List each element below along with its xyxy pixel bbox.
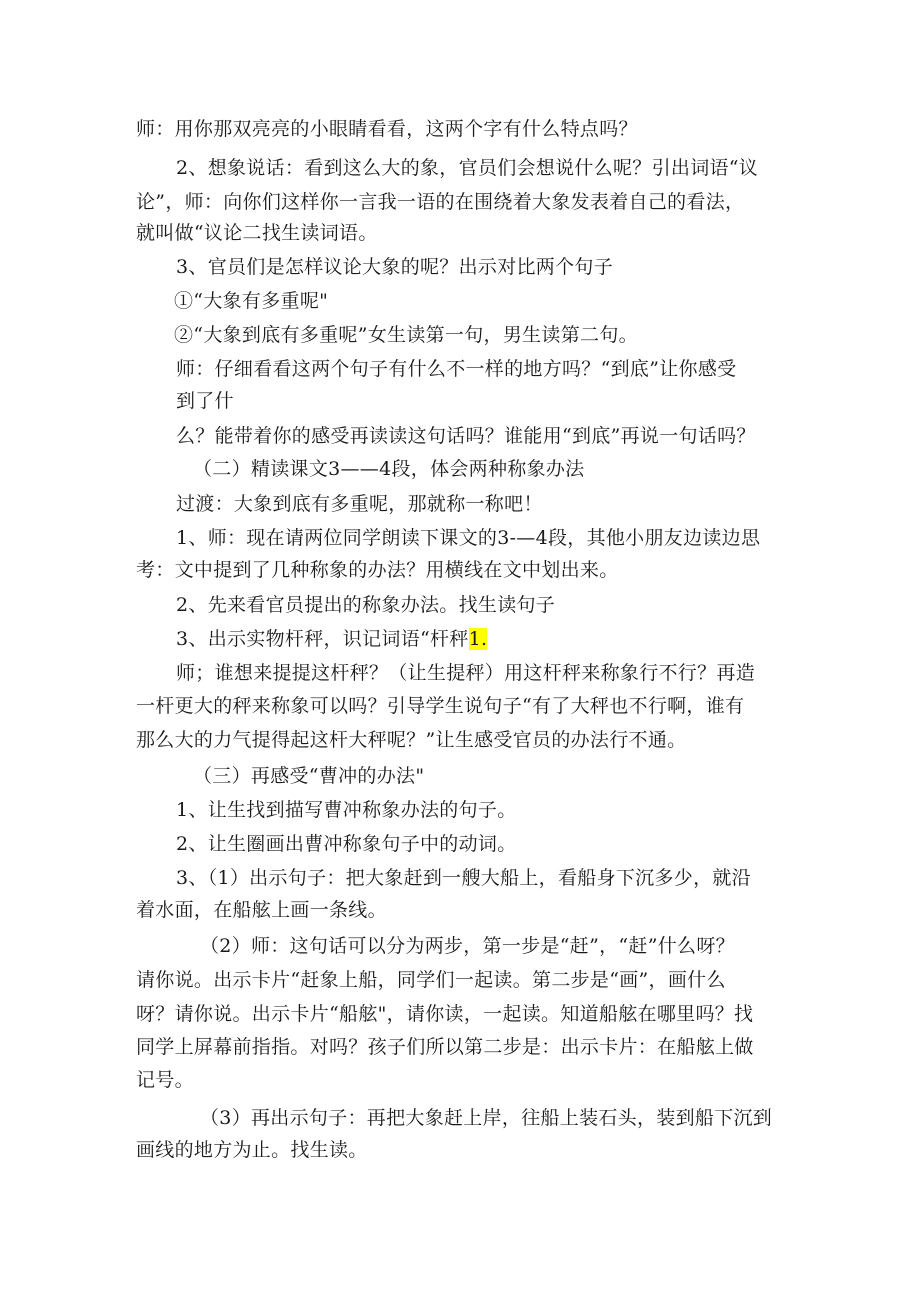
paragraph-line: 3、官员们是怎样议论大象的呢？出示对比两个句子 xyxy=(176,256,613,278)
paragraph-line: ①“大象有多重呢" xyxy=(174,290,329,312)
paragraph-line: 着水面，在船舷上画一条线。 xyxy=(136,899,387,921)
highlighted-text: 1. xyxy=(468,628,488,650)
paragraph-line: （3）再出示句子：再把大象赶上岸，往船上装石头，装到船下沉到 xyxy=(200,1107,773,1129)
paragraph-line: 那么大的力气提得起这杆大秤呢？”让生感受官员的办法行不通。 xyxy=(136,729,687,751)
paragraph-line: 师；谁想来提提这杆秤？（让生提秤）用这杆秤来称象行不行？再造 xyxy=(176,662,756,684)
section-heading: （二）精读课文3——4段，体会两种称象办法 xyxy=(193,458,585,480)
paragraph-line: 师：仔细看看这两个句子有什么不一样的地方吗？“到底”让你感受 xyxy=(176,358,737,380)
paragraph-line: 么？能带着你的感受再读读这句话吗？谁能用“到底”再说一句话吗？ xyxy=(176,425,756,447)
paragraph-line: 师：用你那双亮亮的小眼睛看看，这两个字有什么特点吗？ xyxy=(136,118,638,140)
paragraph-line: 同学上屏幕前指指。对吗？孩子们所以第二步是：出示卡片：在船舷上做 xyxy=(136,1036,754,1058)
paragraph-line: 2、让生圈画出曹冲称象句子中的动词。 xyxy=(176,833,517,855)
paragraph-line: 过渡：大象到底有多重呢，那就称一称吧！ xyxy=(176,493,543,515)
section-heading: （三）再感受“曹冲的办法" xyxy=(193,765,425,787)
paragraph-line: （2）师：这句话可以分为两步，第一步是“赶”，“赶”什么呀？ xyxy=(200,935,735,957)
paragraph-line: ②“大象到底有多重呢”女生读第一句，男生读第二句。 xyxy=(174,324,638,346)
paragraph-line: 请你说。出示卡片“赶象上船，同学们一起读。第二步是“画”，画什么 xyxy=(136,969,726,991)
paragraph-line: 3、（1）出示句子：把大象赶到一艘大船上，看船身下沉多少，就沿 xyxy=(176,867,751,889)
paragraph-line: 记号。 xyxy=(136,1069,194,1091)
paragraph-line: 一杆更大的秤来称象可以吗？引导学生说句子“有了大秤也不行啊，谁有 xyxy=(136,695,745,717)
paragraph-line xyxy=(176,624,487,654)
paragraph-line: 到了什 xyxy=(176,390,234,412)
paragraph-line: 1、让生找到描写曹冲称象办法的句子。 xyxy=(176,799,517,821)
paragraph-line: 画线的地方为止。找生读。 xyxy=(136,1139,368,1161)
paragraph-text: 3、出示实物杆秤，识记词语“杆秤 xyxy=(176,628,469,650)
paragraph-line: 2、先来看官员提出的称象办法。找生读句子 xyxy=(176,594,556,616)
paragraph-line: 论”，师：向你们这样你一言我一语的在围绕着大象发表着自己的看法， xyxy=(136,191,745,213)
paragraph-line: 呀？请你说。出示卡片“船舷"，请你读，一起读。知道船舷在哪里吗？找 xyxy=(136,1003,754,1025)
paragraph-line: 1、师：现在请两位同学朗读下课文的3-—4段，其他小朋友边读边思 xyxy=(176,527,761,549)
paragraph-line: 2、想象说话：看到这么大的象，官员们会想说什么呢？引出词语“议 xyxy=(176,157,759,179)
paragraph-line: 就叫做“议论二找生读词语。 xyxy=(136,222,378,244)
paragraph-line: 考：文中提到了几种称象的办法？用横线在文中划出来。 xyxy=(136,559,619,581)
